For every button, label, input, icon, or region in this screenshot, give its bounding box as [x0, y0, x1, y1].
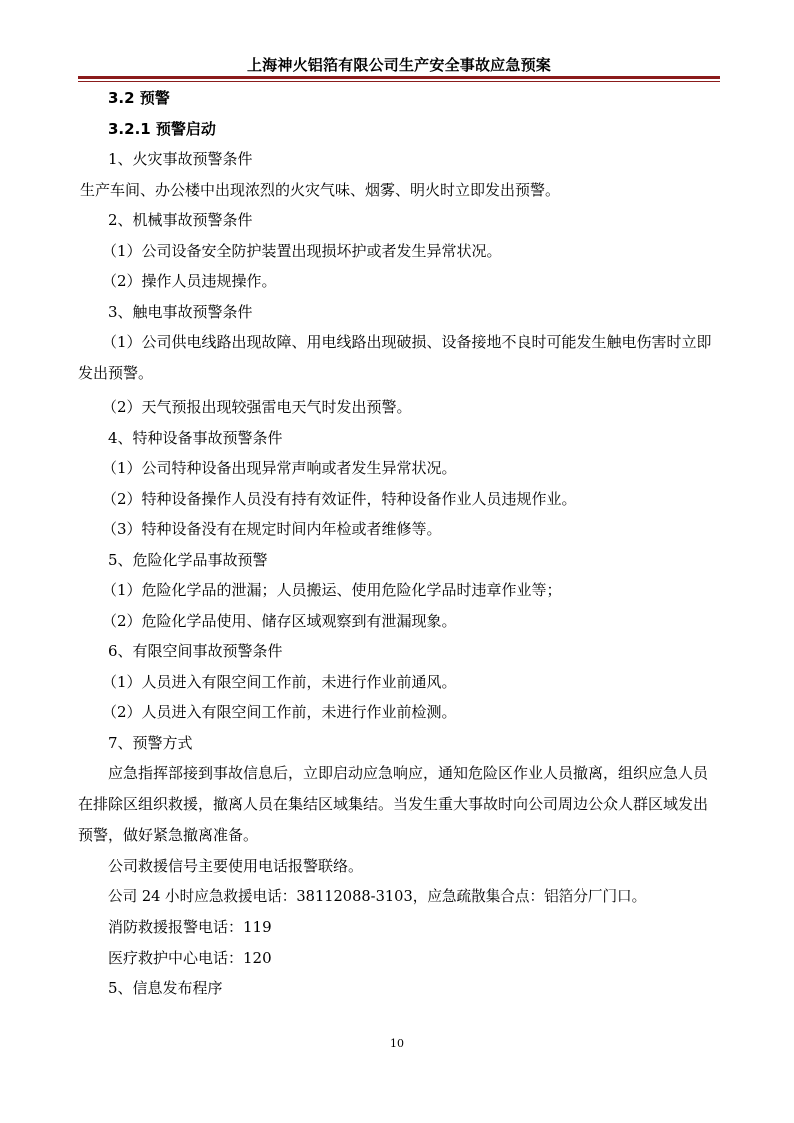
- section-heading: 3.2 预警: [108, 89, 170, 107]
- paragraph-electric-2: （2）天气预报出现较强雷电天气时发出预警。: [102, 398, 412, 416]
- paragraph-electric-title: 3、触电事故预警条件: [108, 302, 253, 321]
- paragraph-chemical-title: 5、危险化学品事故预警: [108, 550, 268, 569]
- paragraph-special-title: 4、特种设备事故预警条件: [108, 428, 283, 447]
- paragraph-confined-title: 6、有限空间事故预警条件: [108, 642, 283, 660]
- document-body: [78, 83, 722, 1004]
- paragraph-warning-method-title: 7、预警方式: [108, 733, 193, 752]
- paragraph-confined-2: （2）人员进入有限空间工作前，未进行作业前检测。: [102, 703, 457, 721]
- paragraph-warning-method-body: 应急指挥部接到事故信息后，立即启动应急响应，通知危险区作业人员撤离，组织应急人员在排除区组织救援，撤离人员在集结区域集结。当发生重大事故时向公司周边公众人群区域发出预警，做好紧急撤离准备。: [78, 764, 709, 844]
- subsection-heading: 3.2.1 预警启动: [108, 119, 216, 138]
- paragraph-special-3: （3）特种设备没有在规定时间内年检或者维修等。: [102, 520, 442, 538]
- paragraph-rescue-phone: 公司 24 小时应急救援电话：38112088-3103，应急疏散集合点：铝箔分厂门口。: [108, 887, 647, 905]
- paragraph-mechanical-1: （1）公司设备安全防护装置出现损坏护或者发生异常状况。: [102, 241, 502, 260]
- paragraph-confined-1: （1）人员进入有限空间工作前，未进行作业前通风。: [102, 672, 457, 691]
- paragraph-fire-title: 1、火灾事故预警条件: [108, 150, 253, 168]
- paragraph-rescue-signal: 公司救援信号主要使用电话报警联络。: [108, 857, 364, 875]
- paragraph-mechanical-2: （2）操作人员违规操作。: [102, 272, 277, 290]
- header-rule-thin: [78, 81, 720, 82]
- paragraph-chemical-2: （2）危险化学品使用、储存区域观察到有泄漏现象。: [102, 611, 457, 630]
- header-rule-thick: [78, 76, 720, 79]
- paragraph-fire-body: 生产车间、办公楼中出现浓烈的火灾气味、烟雾、明火时立即发出预警。: [80, 180, 561, 199]
- paragraph-medical-phone: 医疗救护中心电话：120: [108, 948, 272, 967]
- page-number: 10: [390, 1037, 404, 1050]
- paragraph-info-release-title: 5、信息发布程序: [108, 979, 223, 997]
- paragraph-mechanical-title: 2、机械事故预警条件: [108, 211, 253, 229]
- paragraph-chemical-1: （1）危险化学品的泄漏；人员搬运、使用危险化学品时违章作业等；: [102, 581, 562, 599]
- paragraph-fire-phone: 消防救援报警电话：119: [108, 918, 272, 936]
- paragraph-special-2: （2）特种设备操作人员没有持有效证件，特种设备作业人员违规作业。: [102, 489, 577, 508]
- paragraph-electric-1: （1）公司供电线路出现故障、用电线路出现破损、设备接地不良时可能发生触电伤害时立即发出预警。: [78, 333, 712, 382]
- paragraph-special-1: （1）公司特种设备出现异常声响或者发生异常状况。: [102, 459, 457, 477]
- page-header-title: 上海神火铝箔有限公司生产安全事故应急预案: [246, 56, 551, 74]
